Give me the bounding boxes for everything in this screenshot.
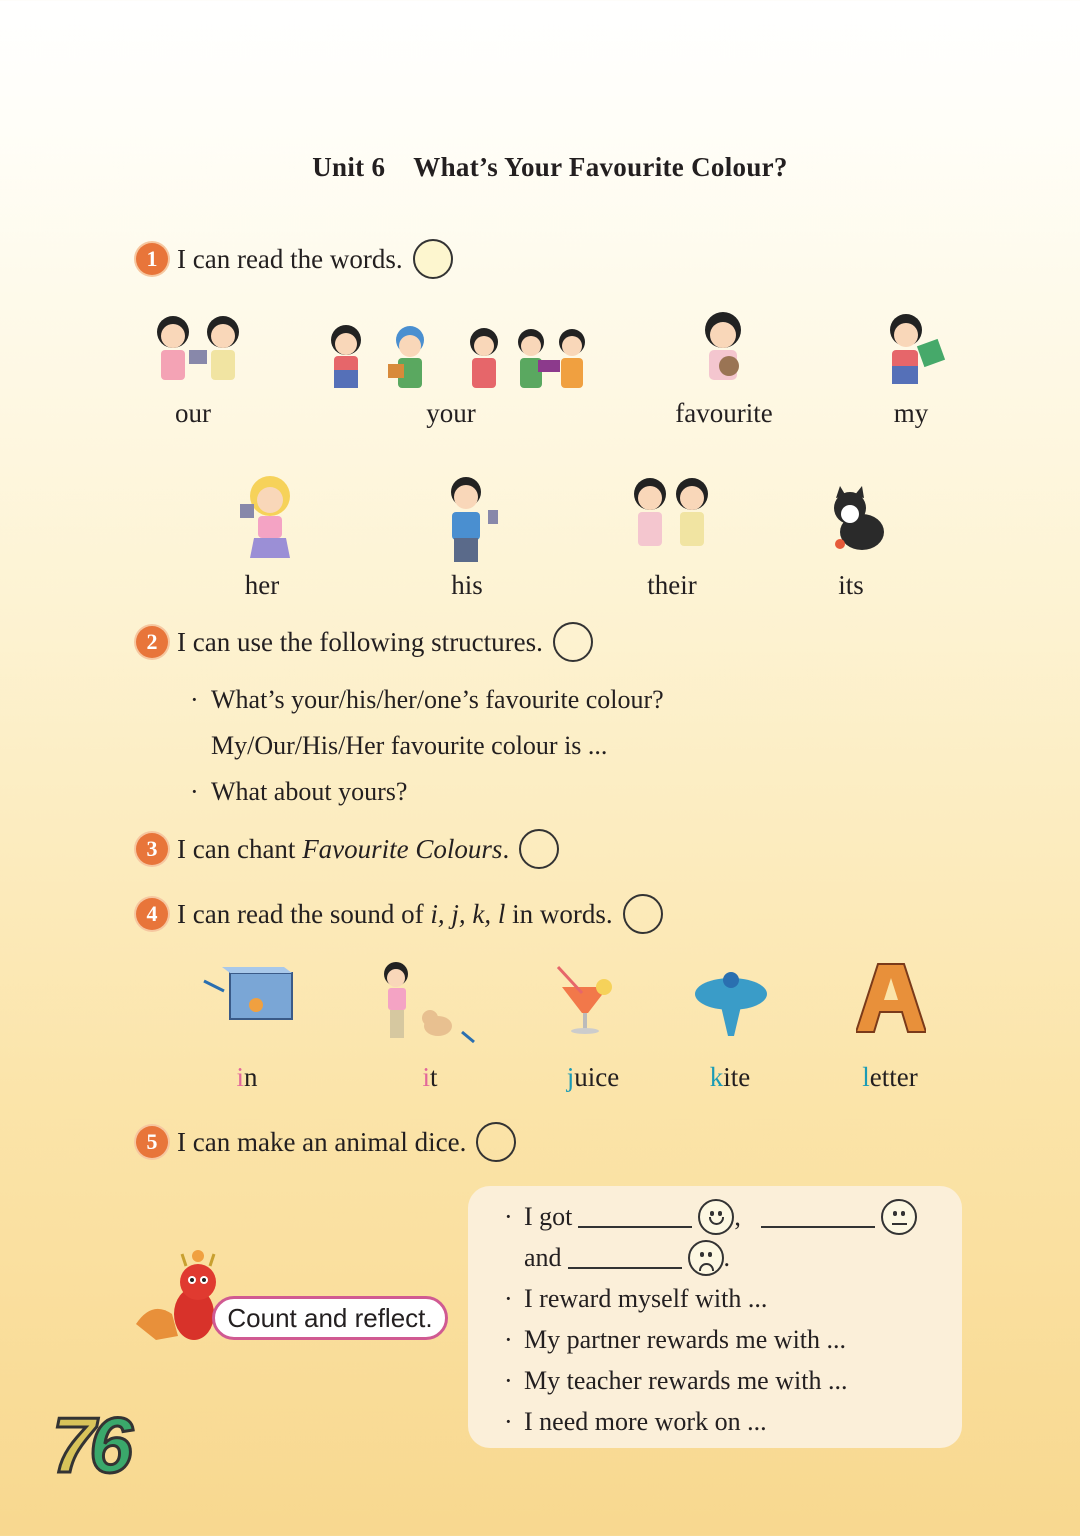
- your-illustration: [326, 320, 596, 396]
- neutral-face-icon: [881, 1199, 917, 1235]
- word-his: his: [451, 570, 483, 600]
- our-illustration: [145, 312, 245, 394]
- sound-word-letter: letter: [862, 1062, 918, 1092]
- answer-blank[interactable]: [578, 1206, 692, 1228]
- item-4: [136, 894, 663, 934]
- reflection-list: [504, 1196, 917, 1442]
- happy-face-icon: [698, 1199, 734, 1235]
- checkbox-circle[interactable]: [553, 622, 593, 662]
- sound-word-kite: kite: [709, 1062, 751, 1092]
- box-illustration: [200, 965, 296, 1025]
- juice-illustration: [552, 963, 618, 1037]
- her-illustration: [226, 474, 306, 564]
- tiger-letter-illustration: [856, 960, 926, 1034]
- item-1: [136, 239, 453, 279]
- reflection-line: · I need more work on ...: [504, 1407, 767, 1436]
- structures-list: [190, 677, 664, 815]
- unit-label: Unit 6: [312, 152, 386, 182]
- checkbox-circle[interactable]: [623, 894, 663, 934]
- checkbox-circle[interactable]: [413, 239, 453, 279]
- item-number: 5: [136, 1126, 168, 1158]
- item-text: I can make an animal dice.: [177, 1126, 467, 1157]
- item-number: 2: [136, 626, 168, 658]
- reflection-line: · My teacher rewards me with ...: [504, 1366, 848, 1395]
- sad-face-icon: [688, 1240, 724, 1276]
- checkbox-circle[interactable]: [519, 829, 559, 869]
- item-number: 1: [136, 243, 168, 275]
- word-favourite: favourite: [675, 398, 773, 428]
- item-3: [136, 829, 559, 869]
- their-illustration: [626, 474, 716, 554]
- count-and-reflect-label: Count and reflect.: [212, 1296, 448, 1340]
- reflection-line: and .: [504, 1237, 917, 1278]
- sound-word-in: in: [236, 1062, 258, 1092]
- sound-word-juice: juice: [566, 1062, 620, 1092]
- item-text: I can read the words.: [177, 243, 403, 274]
- answer-blank[interactable]: [568, 1247, 682, 1269]
- item-text: I can chant Favourite Colours.: [177, 833, 510, 864]
- structure-line: · What’s your/his/her/one’s favourite colour?: [190, 685, 664, 714]
- sound-word-it: it: [422, 1062, 438, 1092]
- item-text: I can read the sound of i, j, k, l in words.: [177, 898, 613, 929]
- kite-illustration: [694, 966, 768, 1038]
- structure-line: My/Our/His/Her favourite colour is ...: [211, 731, 608, 760]
- word-my: my: [893, 398, 929, 428]
- girl-dog-illustration: [380, 960, 480, 1048]
- item-text: I can use the following structures.: [177, 626, 543, 657]
- its-illustration: [826, 484, 888, 556]
- reflection-line: · I got ,: [504, 1196, 917, 1237]
- item-5: [136, 1122, 516, 1162]
- favourite-illustration: [695, 310, 755, 390]
- checkbox-circle[interactable]: [476, 1122, 516, 1162]
- word-our: our: [175, 398, 211, 428]
- unit-name: What’s Your Favourite Colour?: [413, 152, 788, 182]
- word-their: their: [647, 570, 697, 600]
- item-number: 3: [136, 833, 168, 865]
- answer-blank[interactable]: [761, 1206, 875, 1228]
- word-your: your: [426, 398, 476, 428]
- word-her: her: [244, 570, 280, 600]
- reflection-line: · My partner rewards me with ...: [504, 1325, 847, 1354]
- reflection-line: · I reward myself with ...: [504, 1284, 768, 1313]
- item-number: 4: [136, 898, 168, 930]
- item-2: [136, 622, 593, 662]
- page-number: 76: [52, 1401, 127, 1489]
- structure-line: · What about yours?: [190, 777, 408, 806]
- his-illustration: [432, 474, 502, 566]
- my-illustration: [880, 312, 950, 392]
- word-its: its: [838, 570, 864, 600]
- page-title: [0, 152, 1080, 183]
